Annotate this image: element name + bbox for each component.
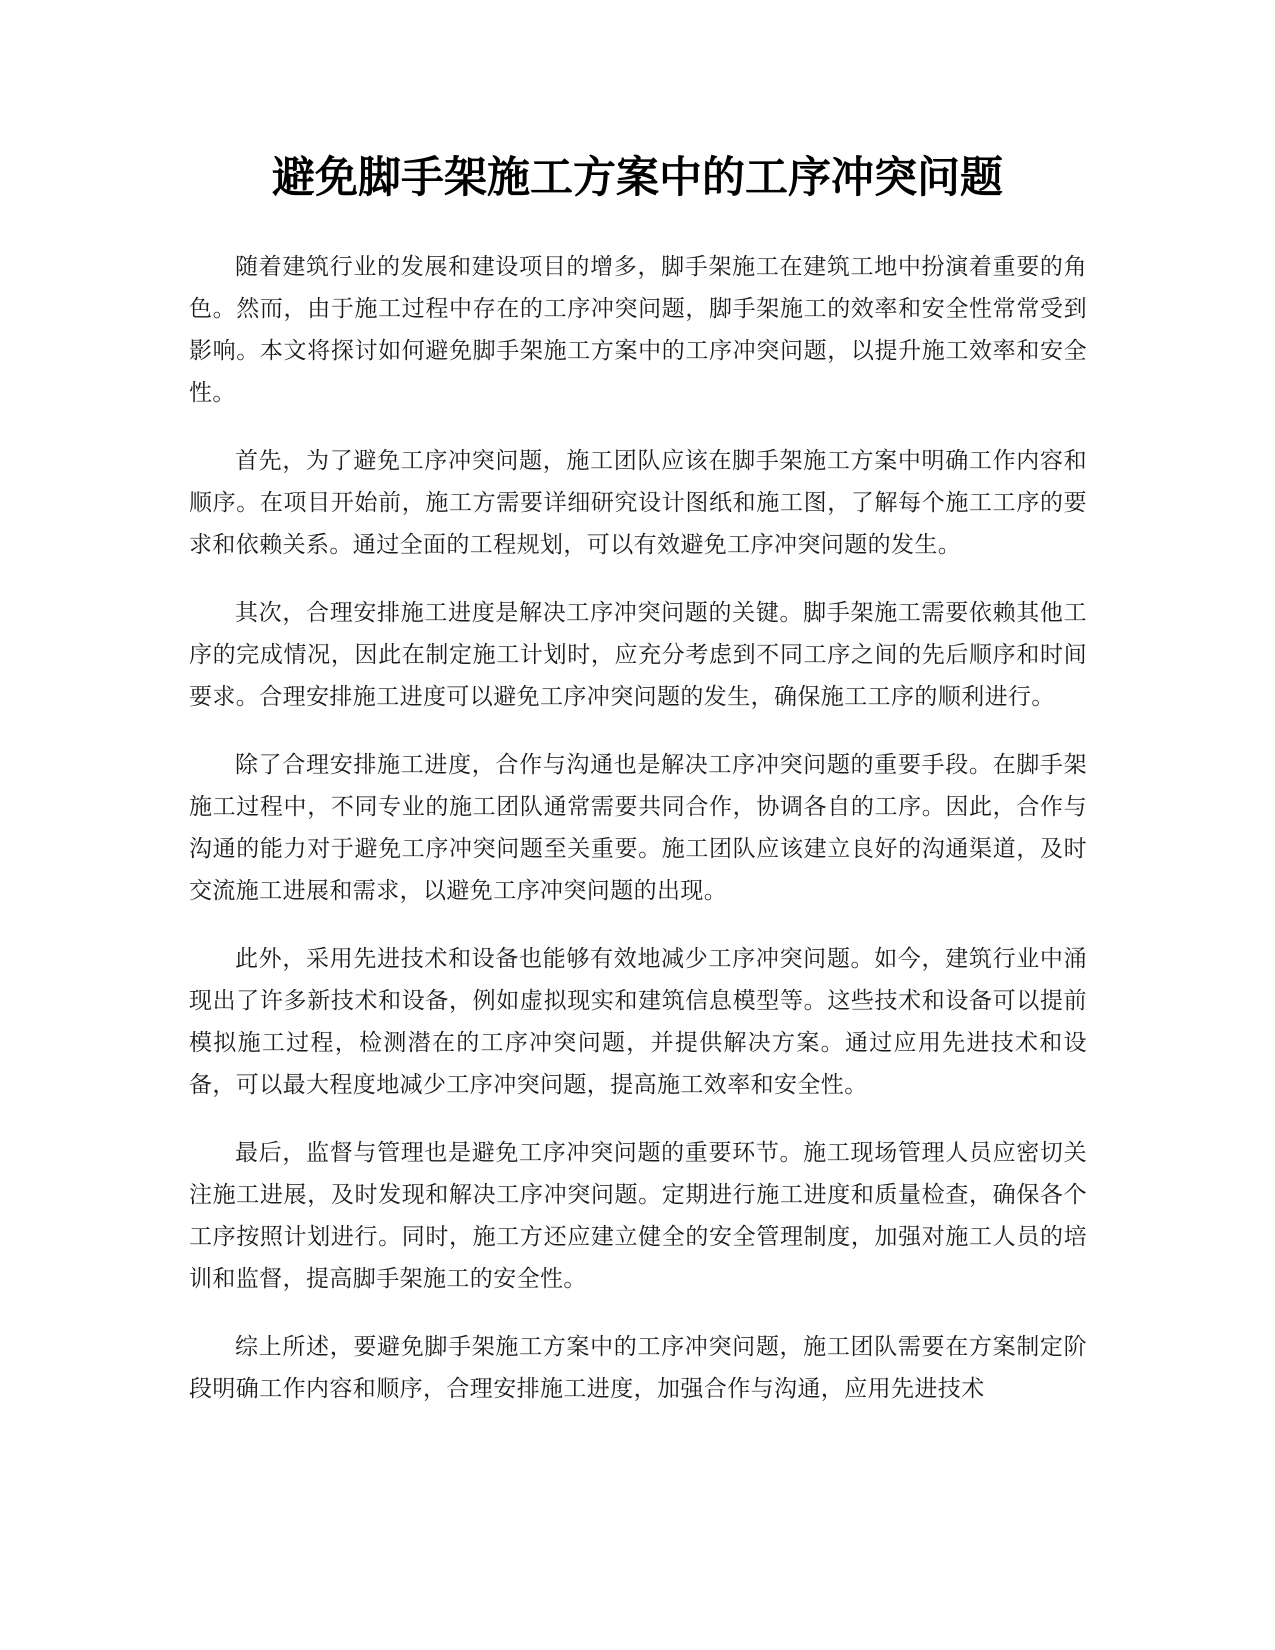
document-title: 避免脚手架施工方案中的工序冲突问题 (272, 153, 1003, 203)
paragraph-first: 首先，为了避免工序冲突问题，施工团队应该在脚手架施工方案中明确工作内容和顺序。在项目开始前，施工方需要详细研究设计图纸和施工图，了解每个施工工序的要求和依赖关系。通过全面的工程规划，可以有效避免工序冲突问题的发生。 (189, 448, 1087, 558)
document-body (189, 246, 1087, 1436)
paragraph-technology: 此外，采用先进技术和设备也能够有效地减少工序冲突问题。如今，建筑行业中涌现出了许多新技术和设备，例如虚拟现实和建筑信息模型等。这些技术和设备可以提前模拟施工过程，检测潜在的工序冲突问题，并提供解决方案。通过应用先进技术和设备，可以最大程度地减少工序冲突问题，提高施工效率和安全性。 (189, 946, 1087, 1098)
paragraph-communication: 除了合理安排施工进度，合作与沟通也是解决工序冲突问题的重要手段。在脚手架施工过程中，不同专业的施工团队通常需要共同合作，协调各自的工序。因此，合作与沟通的能力对于避免工序冲突问题至关重要。施工团队应该建立良好的沟通渠道，及时交流施工进展和需求，以避免工序冲突问题的出现。 (189, 752, 1087, 904)
paragraph-intro: 随着建筑行业的发展和建设项目的增多，脚手架施工在建筑工地中扮演着重要的角色。然而，由于施工过程中存在的工序冲突问题，脚手架施工的效率和安全性常常受到影响。本文将探讨如何避免脚手架施工方案中的工序冲突问题，以提升施工效率和安全性。 (189, 254, 1087, 406)
paragraph-conclusion: 综上所述，要避免脚手架施工方案中的工序冲突问题，施工团队需要在方案制定阶段明确工作内容和顺序，合理安排施工进度，加强合作与沟通，应用先进技术 (189, 1334, 1087, 1402)
paragraph-second: 其次，合理安排施工进度是解决工序冲突问题的关键。脚手架施工需要依赖其他工序的完成情况，因此在制定施工计划时，应充分考虑到不同工序之间的先后顺序和时间要求。合理安排施工进度可以避免工序冲突问题的发生，确保施工工序的顺利进行。 (189, 600, 1087, 710)
paragraph-management: 最后，监督与管理也是避免工序冲突问题的重要环节。施工现场管理人员应密切关注施工进展，及时发现和解决工序冲突问题。定期进行施工进度和质量检查，确保各个工序按照计划进行。同时，施工方还应建立健全的安全管理制度，加强对施工人员的培训和监督，提高脚手架施工的安全性。 (189, 1140, 1087, 1292)
